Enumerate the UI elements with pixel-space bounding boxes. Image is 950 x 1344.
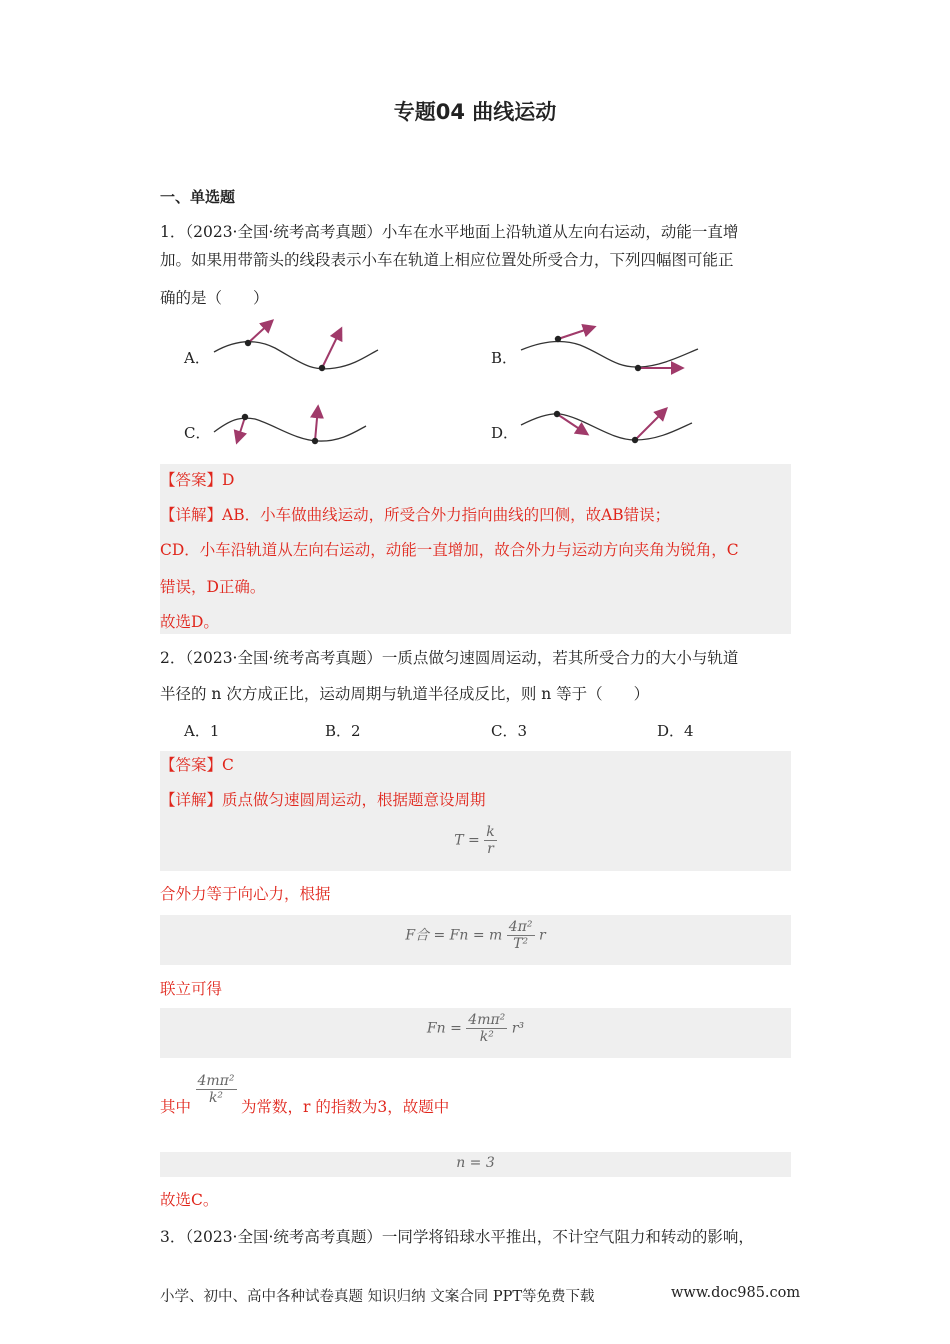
q1-option-d-label: D． [491, 424, 519, 442]
page-title: 专题04 曲线运动 [393, 100, 557, 124]
diagram-d [521, 409, 692, 443]
formula-period-num: k [486, 824, 495, 840]
q2-answer: 【答案】C [160, 756, 234, 774]
formula-force-num: 4π² [508, 919, 533, 935]
formula-period-den: r [487, 841, 494, 857]
q2-text-where-pre: 其中 [160, 1098, 192, 1116]
diagram-a [214, 321, 378, 371]
q1-option-a-label: A． [184, 349, 210, 367]
inline-fraction [194, 1073, 238, 1106]
formula-combined-fraction [466, 1012, 507, 1045]
inline-fraction-den: k² [208, 1090, 224, 1106]
q1-option-c-label: C． [184, 424, 211, 442]
q2-text-force: 合外力等于向心力，根据 [160, 885, 331, 903]
inline-fraction-body [196, 1073, 237, 1106]
q2-text-line1: 2．（2023·全国·统考高考真题）一质点做匀速圆周运动，若其所受合力的大小与轨道 [160, 649, 739, 667]
footer-promo: 小学、初中、高中各种试卷真题 知识归纳 文案合同 PPT等免费下载 [160, 1289, 595, 1305]
formula-combined [160, 1012, 791, 1045]
q1-conclusion: 故选D。 [160, 613, 219, 631]
q2-option-c: C．3 [491, 722, 528, 740]
q2-option-b: B．2 [325, 722, 361, 740]
q2-text-combine: 联立可得 [160, 980, 223, 998]
formula-combined-num: 4mπ² [468, 1012, 506, 1028]
q1-text-line3: 确的是（ ） [160, 289, 269, 307]
diagram-b [521, 327, 698, 371]
q3-text-line1: 3．（2023·全国·统考高考真题）一同学将铅球水平推出，不计空气阻力和转动的影响， [160, 1228, 754, 1246]
q1-text-line1: 1．（2023·全国·统考高考真题）小车在水平地面上沿轨道从左向右运动，动能一直增 [160, 223, 739, 241]
q2-detail-tag: 【详解】 [160, 791, 223, 809]
diagram-c [214, 407, 366, 444]
formula-combined-rhs: r³ [511, 1020, 525, 1037]
formula-force-fraction [507, 919, 535, 952]
footer-link[interactable]: www.doc985.com [671, 1285, 801, 1301]
q2-conclusion: 故选C。 [160, 1191, 219, 1209]
q2-option-a: A．1 [184, 722, 220, 740]
formula-force-rhs: r [538, 927, 546, 944]
formula-force-den: T² [513, 936, 529, 952]
formula-period [160, 824, 791, 857]
formula-period-lhs: T = [454, 832, 480, 849]
q1-diagrams [0, 0, 950, 470]
q1-answer: 【答案】D [160, 471, 235, 489]
q2-detail-line1 [160, 790, 486, 810]
section-heading: 一、单选题 [160, 188, 236, 206]
q2-option-d: D．4 [657, 722, 694, 740]
formula-period-fraction [484, 824, 496, 857]
q1-detail-text: AB．小车做曲线运动，所受合外力指向曲线的凹侧，故AB错误； [222, 506, 671, 524]
formula-combined-den: k² [479, 1029, 494, 1045]
q2-detail-text: 质点做匀速圆周运动，根据题意设周期 [222, 791, 486, 809]
q2-text-line2: 半径的 n 次方成正比，运动周期与轨道半径成反比，则 n 等于（ ） [160, 685, 650, 703]
q1-detail-tag: 【详解】 [160, 506, 223, 524]
formula-force [160, 919, 791, 952]
q1-text-line2: 加。如果用带箭头的线段表示小车在轨道上相应位置处所受合力，下列四幅图可能正 [160, 251, 734, 269]
q1-option-b-label: B． [491, 349, 518, 367]
formula-force-lhs: F合 = Fn = m [405, 927, 503, 944]
q1-detail-line3: 错误，D正确。 [160, 578, 266, 596]
q2-text-where-post: 为常数，r 的指数为3，故题中 [241, 1098, 450, 1116]
q1-detail-line2: CD．小车沿轨道从左向右运动，动能一直增加，故合外力与运动方向夹角为锐角，C [160, 541, 739, 559]
q1-detail-line1 [160, 505, 670, 525]
formula-result: n = 3 [456, 1155, 495, 1171]
formula-combined-lhs: Fn = [426, 1020, 462, 1037]
inline-fraction-num: 4mπ² [197, 1073, 235, 1089]
